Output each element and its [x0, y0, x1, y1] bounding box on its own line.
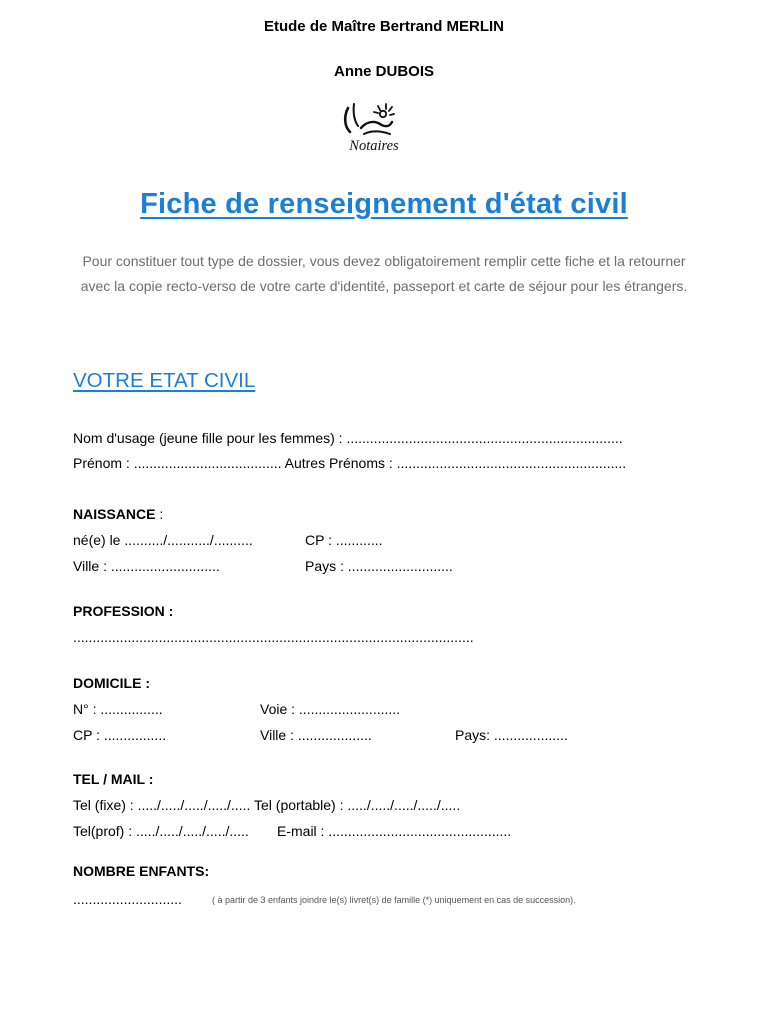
prenom-field[interactable]: Prénom : ...................................... Autres Prénoms : ........................................................... [73, 455, 627, 471]
page-title: Fiche de renseignement d'état civil [140, 188, 628, 220]
children-count-field[interactable]: ............................ [73, 891, 182, 907]
phone-line[interactable]: Tel (fixe) : ...../...../...../...../..... Tel (portable) : ...../...../...../...../..... [73, 797, 461, 813]
profession-field[interactable]: ....................................................................................................... [73, 629, 474, 645]
notaires-emblem-icon [334, 98, 414, 156]
logo-text: Notaires [349, 138, 399, 154]
nom-field[interactable]: Nom d'usage (jeune fille pour les femmes) : ....................................................................... [73, 430, 623, 446]
children-heading: NOMBRE ENFANTS: [73, 863, 210, 879]
contact-heading: TEL / MAIL : [73, 771, 154, 787]
notaires-logo [334, 98, 414, 156]
address-cp-field[interactable]: CP : ................ [73, 727, 167, 743]
domicile-heading: DOMICILE : [73, 675, 150, 691]
naissance-heading [73, 506, 163, 522]
naissance-colon: : [155, 506, 164, 522]
intro-text: Pour constituer tout type de dossier, vous devez obligatoirement remplir cette fiche et la retourner avec la copie recto-verso de votre carte d'identité, passeport et carte de séjour pour les étrangers. [80, 253, 688, 294]
study-name: Etude de Maître Bertrand MERLIN [263, 18, 505, 35]
work-phone-field[interactable]: Tel(prof) : ...../...../...../...../..... [73, 823, 249, 839]
address-country-field[interactable]: Pays: ................... [455, 727, 568, 743]
birth-city-field[interactable]: Ville : ............................ [73, 558, 220, 574]
profession-heading: PROFESSION : [73, 603, 174, 619]
birth-cp-field[interactable]: CP : ............ [305, 532, 383, 548]
section-title: VOTRE ETAT CIVIL [73, 369, 256, 392]
naissance-label: NAISSANCE [73, 506, 156, 522]
notary-name: Anne DUBOIS [333, 63, 434, 80]
birth-country-field[interactable]: Pays : ........................... [305, 558, 453, 574]
address-city-field[interactable]: Ville : ................... [260, 727, 372, 743]
birth-date-field[interactable]: né(e) le ........../.........../.......... [73, 532, 253, 548]
children-note: ( à partir de 3 enfants joindre le(s) livret(s) de famille (*) uniquement en cas de succession). [212, 895, 576, 905]
address-number-field[interactable]: N° : ................ [73, 701, 163, 717]
email-field[interactable]: E-mail : ............................................... [277, 823, 512, 839]
address-street-field[interactable]: Voie : .......................... [260, 701, 401, 717]
